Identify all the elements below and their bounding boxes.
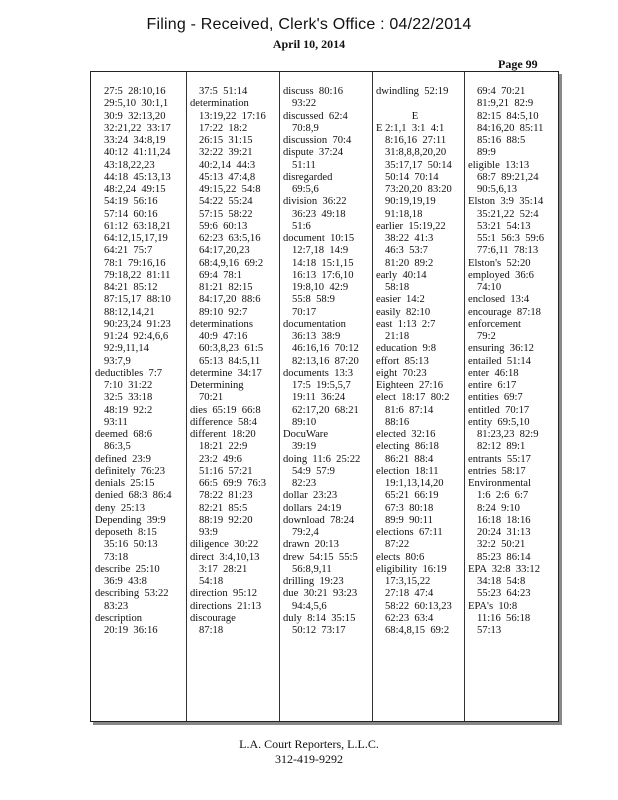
index-page-refs: 86:3,5 bbox=[104, 441, 131, 453]
index-term: drilling 19:23 bbox=[283, 576, 344, 587]
index-term: discourage bbox=[190, 612, 236, 624]
index-page-refs: 86:21 88:4 bbox=[385, 453, 434, 465]
index-page-refs: 32:21,22 33:17 bbox=[104, 122, 171, 134]
index-entries bbox=[95, 86, 184, 637]
index-page-refs: 14:18 15:1,15 bbox=[292, 257, 354, 269]
index-term: defined 23:9 bbox=[95, 453, 151, 465]
index-term: eligible 13:13 bbox=[468, 159, 530, 171]
index-page-refs: 36:13 38:9 bbox=[292, 331, 341, 342]
index-term: denials 25:15 bbox=[95, 478, 155, 489]
index-page-refs: 43:18,22,23 bbox=[104, 159, 155, 171]
index-page-refs: 60:3,8,23 61:5 bbox=[199, 343, 264, 355]
index-page-refs: 70:21 bbox=[199, 392, 224, 404]
index-page-refs: 55:23 64:23 bbox=[477, 588, 531, 600]
reporter-phone: 312-419-9292 bbox=[275, 752, 343, 766]
index-entries bbox=[283, 86, 370, 637]
index-page-refs: 82:15 84:5,10 bbox=[477, 110, 539, 122]
index-term: documents 13:3 bbox=[283, 367, 354, 379]
index-term: E 2:1,1 3:1 4:1 bbox=[376, 122, 445, 134]
index-page-refs: 1:6 2:6 6:7 bbox=[477, 490, 529, 502]
index-page-refs: 51:16 57:21 bbox=[199, 465, 253, 477]
index-term: DocuWare bbox=[283, 429, 329, 440]
index-page-refs: 21:18 bbox=[385, 331, 410, 342]
index-column-5 bbox=[464, 72, 558, 721]
index-term: electing 86:18 bbox=[376, 441, 439, 453]
index-page-refs: 20:24 31:13 bbox=[477, 527, 531, 538]
index-page-refs: 64:12,15,17,19 bbox=[104, 233, 168, 244]
index-term: elections 67:11 bbox=[376, 527, 443, 538]
index-page-refs: 38:22 41:3 bbox=[385, 233, 434, 244]
index-page-refs: 64:21 75:7 bbox=[104, 245, 153, 257]
index-term: enclosed 13:4 bbox=[468, 294, 530, 306]
index-term: entities 69:7 bbox=[468, 392, 523, 404]
index-term: dispute 37:24 bbox=[283, 147, 344, 159]
index-page-refs: 55:1 56:3 59:6 bbox=[477, 233, 545, 244]
index-page-refs: 82:12 89:1 bbox=[477, 441, 526, 453]
index-term: documentation bbox=[283, 318, 346, 330]
index-page-refs: 65:21 66:19 bbox=[385, 490, 439, 502]
index-page-refs: 93:22 bbox=[292, 98, 317, 110]
index-page-refs: 17:22 18:2 bbox=[199, 122, 248, 134]
index-page-refs: 83:23 bbox=[104, 600, 129, 612]
index-page-refs: 46:3 53:7 bbox=[385, 245, 428, 257]
index-page-refs: 87:22 bbox=[385, 539, 410, 551]
index-term: EPA 32:8 33:12 bbox=[468, 563, 541, 575]
index-term: early 40:14 bbox=[376, 269, 427, 281]
index-term: determination bbox=[190, 98, 249, 110]
index-box bbox=[90, 71, 559, 722]
index-page-refs: 64:17,20,23 bbox=[199, 245, 250, 257]
index-term: employed 36:6 bbox=[468, 269, 534, 281]
index-term: election 18:11 bbox=[376, 465, 439, 477]
index-page-refs: 68:4,8,15 69:2 bbox=[385, 625, 450, 636]
index-page-refs: 51:11 bbox=[292, 159, 316, 171]
index-page-refs: 32:22 39:21 bbox=[199, 147, 253, 159]
reporter-company: L.A. Court Reporters, L.L.C. bbox=[239, 737, 379, 751]
index-page-refs: 54:18 bbox=[199, 576, 224, 587]
index-page-refs: 65:13 84:5,11 bbox=[199, 355, 261, 367]
index-page-refs: 51:6 bbox=[292, 220, 311, 232]
index-term: describing 53:22 bbox=[95, 588, 169, 600]
index-term: difference 58:4 bbox=[190, 416, 257, 428]
index-page-refs: 81:9,21 82:9 bbox=[477, 98, 534, 110]
index-term: description bbox=[95, 612, 143, 624]
index-page-refs: 12:7,18 14:9 bbox=[292, 245, 349, 257]
index-page-refs: 88:19 92:20 bbox=[199, 514, 253, 526]
index-term: elected 32:16 bbox=[376, 429, 436, 440]
index-page-refs: 19:1,13,14,20 bbox=[385, 478, 444, 489]
index-term: Environmental bbox=[468, 478, 531, 489]
index-page-refs: 33:24 34:8,19 bbox=[104, 135, 166, 146]
index-page-refs: 68:7 89:21,24 bbox=[477, 171, 539, 183]
index-page-refs: 16:18 18:16 bbox=[477, 514, 531, 526]
index-page-refs: 46:16,16 70:12 bbox=[292, 343, 359, 355]
index-term: enter 46:18 bbox=[468, 367, 519, 379]
index-entries bbox=[190, 86, 277, 637]
index-term: Elston's 52:20 bbox=[468, 257, 531, 269]
index-term: elect 18:17 80:2 bbox=[376, 392, 450, 404]
index-page-refs: 85:16 88:5 bbox=[477, 135, 526, 146]
index-term: drew 54:15 55:5 bbox=[283, 551, 358, 563]
index-page-refs: 34:18 54:8 bbox=[477, 576, 526, 587]
index-term: discuss 80:16 bbox=[283, 86, 344, 97]
index-page-refs: 84:17,20 88:6 bbox=[199, 294, 261, 306]
index-page-refs: 26:15 31:15 bbox=[199, 135, 253, 146]
index-column-1 bbox=[91, 72, 186, 721]
index-term: easier 14:2 bbox=[376, 294, 425, 306]
index-page-refs: 35:17,17 50:14 bbox=[385, 159, 452, 171]
index-page-refs: 39:19 bbox=[292, 441, 317, 453]
index-page-refs: 79:18,22 81:11 bbox=[104, 269, 171, 281]
index-page-refs: 87:18 bbox=[199, 625, 224, 636]
index-term: entity 69:5,10 bbox=[468, 416, 530, 428]
index-page-refs: 94:4,5,6 bbox=[292, 600, 327, 612]
index-term: direction 95:12 bbox=[190, 588, 258, 600]
index-page-refs: 23:2 49:6 bbox=[199, 453, 242, 465]
index-page-refs: 70:8,9 bbox=[292, 122, 319, 134]
index-term: dollar 23:23 bbox=[283, 490, 338, 502]
index-page-refs: 68:4,9,16 69:2 bbox=[199, 257, 264, 269]
index-page-refs: 61:12 63:18,21 bbox=[104, 220, 171, 232]
index-page-refs: 7:10 31:22 bbox=[104, 380, 153, 391]
index-page-refs: 85:23 86:14 bbox=[477, 551, 531, 563]
index-term: diligence 30:22 bbox=[190, 539, 259, 551]
index-term: determinations bbox=[190, 318, 253, 330]
section-letter: E bbox=[411, 110, 419, 122]
index-term: deposeth 8:15 bbox=[95, 527, 157, 538]
index-term: dies 65:19 66:8 bbox=[190, 404, 261, 416]
index-term: Eighteen 27:16 bbox=[376, 380, 444, 391]
index-page-refs: 17:5 19:5,5,7 bbox=[292, 380, 351, 391]
index-page-refs: 54:22 55:24 bbox=[199, 196, 253, 208]
index-page-refs: 82:23 bbox=[292, 478, 317, 489]
index-page-refs: 54:19 56:16 bbox=[104, 196, 158, 208]
index-term: determine 34:17 bbox=[190, 367, 262, 379]
index-page-refs: 93:7,9 bbox=[104, 355, 131, 367]
index-page-refs: 8:24 9:10 bbox=[477, 502, 520, 514]
index-page-refs: 45:13 47:4,8 bbox=[199, 171, 256, 183]
index-page-refs: 48:19 92:2 bbox=[104, 404, 153, 416]
index-term: discussed 62:4 bbox=[283, 110, 348, 122]
index-term: eight 70:23 bbox=[376, 367, 427, 379]
index-page-refs: 57:15 58:22 bbox=[199, 208, 253, 220]
index-term: describe 25:10 bbox=[95, 563, 160, 575]
index-page-refs: 84:21 85:12 bbox=[104, 282, 158, 293]
index-term: due 30:21 93:23 bbox=[283, 588, 358, 600]
index-term: elects 80:6 bbox=[376, 551, 425, 563]
index-term: effort 85:13 bbox=[376, 355, 429, 367]
index-page-refs: 30:9 32:13,20 bbox=[104, 110, 166, 122]
index-page-refs: 90:23,24 91:23 bbox=[104, 318, 171, 330]
index-term: definitely 76:23 bbox=[95, 465, 166, 477]
index-page-refs: 82:13,16 87:20 bbox=[292, 355, 359, 367]
index-page-refs: 54:9 57:9 bbox=[292, 465, 335, 477]
index-column-3 bbox=[279, 72, 372, 721]
index-page-refs: 81:23,23 82:9 bbox=[477, 429, 539, 440]
index-page-refs: 19:8,10 42:9 bbox=[292, 282, 349, 293]
index-page-refs: 77:6,11 78:13 bbox=[477, 245, 539, 257]
index-page-refs: 20:19 36:16 bbox=[104, 625, 158, 636]
index-term: entire 6:17 bbox=[468, 380, 517, 391]
index-term: deemed 68:6 bbox=[95, 429, 153, 440]
index-term bbox=[376, 98, 462, 110]
index-term: entrants 55:17 bbox=[468, 453, 531, 465]
index-term: denied 68:3 86:4 bbox=[95, 490, 172, 502]
index-term: dollars 24:19 bbox=[283, 502, 342, 514]
index-entries bbox=[376, 86, 462, 637]
index-page-refs: 62:17,20 68:21 bbox=[292, 404, 359, 416]
index-page-refs: 93:9 bbox=[199, 527, 218, 538]
index-term: discussion 70:4 bbox=[283, 135, 352, 146]
index-page-refs: 78:22 81:23 bbox=[199, 490, 253, 502]
page-number: Page 99 bbox=[498, 57, 538, 71]
index-term: enforcement bbox=[468, 318, 521, 330]
index-page-refs: 36:23 49:18 bbox=[292, 208, 346, 220]
index-term: deductibles 7:7 bbox=[95, 367, 163, 379]
index-term: download 78:24 bbox=[283, 514, 355, 526]
index-page-refs: 53:21 54:13 bbox=[477, 220, 531, 232]
index-page-refs: 62:23 63:4 bbox=[385, 612, 434, 624]
index-column-2 bbox=[186, 72, 279, 721]
index-page-refs: 84:16,20 85:11 bbox=[477, 122, 544, 134]
index-page-refs: 40:9 47:16 bbox=[199, 331, 248, 342]
index-page-refs: 69:4 78:1 bbox=[199, 269, 242, 281]
index-term: deny 25:13 bbox=[95, 502, 146, 514]
index-page-refs: 91:24 92:4,6,6 bbox=[104, 331, 169, 342]
index-term: drawn 20:13 bbox=[283, 539, 339, 551]
index-page-refs: 73:18 bbox=[104, 551, 129, 563]
index-page-refs: 90:19,19,19 bbox=[385, 196, 436, 208]
index-term: eligibility 16:19 bbox=[376, 563, 447, 575]
index-page-refs: 50:12 73:17 bbox=[292, 625, 346, 636]
index-page-refs: 49:15,22 54:8 bbox=[199, 184, 261, 195]
index-page-refs: 48:2,24 49:15 bbox=[104, 184, 166, 195]
index-page-refs: 16:13 17:6,10 bbox=[292, 269, 354, 281]
index-term: easily 82:10 bbox=[376, 306, 431, 318]
index-page-refs: 79:2,4 bbox=[292, 527, 319, 538]
index-page-refs: 70:17 bbox=[292, 306, 317, 318]
index-term: entailed 51:14 bbox=[468, 355, 531, 367]
index-page-refs: 18:21 22:9 bbox=[199, 441, 248, 453]
index-page-refs: 74:10 bbox=[477, 282, 502, 293]
index-term: direct 3:4,10,13 bbox=[190, 551, 260, 563]
index-page-refs: 57:13 bbox=[477, 625, 502, 636]
index-page-refs: 79:2 bbox=[477, 331, 496, 342]
index-page-refs: 89:9 90:11 bbox=[385, 514, 433, 526]
index-page-refs: 40:12 41:11,24 bbox=[104, 147, 171, 159]
index-page-refs: 67:3 80:18 bbox=[385, 502, 434, 514]
index-page-refs: 59:6 60:13 bbox=[199, 220, 248, 232]
index-page-refs: 58:18 bbox=[385, 282, 410, 293]
index-page-refs: 69:4 70:21 bbox=[477, 86, 526, 97]
index-page-refs: 90:5,6,13 bbox=[477, 184, 518, 195]
index-page-refs: 31:8,8,8,20,20 bbox=[385, 147, 447, 159]
index-page-refs: 56:8,9,11 bbox=[292, 563, 332, 575]
filing-stamp: Filing - Received, Clerk's Office : 04/22/2014 bbox=[146, 16, 472, 33]
index-page-refs: 88:12,14,21 bbox=[104, 306, 155, 318]
index-term: disregarded bbox=[283, 171, 333, 183]
index-page-refs: 29:5,10 30:1,1 bbox=[104, 98, 169, 110]
index-page-refs: 81:6 87:14 bbox=[385, 404, 434, 416]
index-page-refs: 8:16,16 27:11 bbox=[385, 135, 447, 146]
index-term: division 36:22 bbox=[283, 196, 347, 208]
index-term: Determining bbox=[190, 380, 244, 391]
index-page-refs: 87:15,17 88:10 bbox=[104, 294, 171, 306]
index-term: Elston 3:9 35:14 bbox=[468, 196, 544, 208]
index-page-refs: 69:5,6 bbox=[292, 184, 319, 195]
index-page-refs: 11:16 56:18 bbox=[477, 612, 531, 624]
index-term: EPA's 10:8 bbox=[468, 600, 518, 612]
index-page-refs: 27:5 28:10,16 bbox=[104, 86, 166, 97]
index-page-refs: 89:9 bbox=[477, 147, 496, 159]
index-page-refs: 50:14 70:14 bbox=[385, 171, 439, 183]
index-page-refs: 27:18 47:4 bbox=[385, 588, 434, 600]
index-page-refs: 44:18 45:13,13 bbox=[104, 171, 171, 183]
index-term: education 9:8 bbox=[376, 343, 437, 355]
index-page-refs: 66:5 69:9 76:3 bbox=[199, 478, 267, 489]
index-page-refs: 32:2 50:21 bbox=[477, 539, 526, 551]
index-page-refs: 13:19,22 17:16 bbox=[199, 110, 266, 122]
index-page-refs: 88:16 bbox=[385, 416, 410, 428]
index-page-refs: 93:11 bbox=[104, 416, 128, 428]
index-page-refs: 37:5 51:14 bbox=[199, 86, 248, 97]
index-term: duly 8:14 35:15 bbox=[283, 612, 356, 624]
index-page-refs: 55:8 58:9 bbox=[292, 294, 335, 306]
index-page-refs: 36:9 43:8 bbox=[104, 576, 147, 587]
index-page-refs: 81:21 82:15 bbox=[199, 282, 253, 293]
index-page-refs: 40:2,14 44:3 bbox=[199, 159, 256, 171]
index-page-refs: 91:18,18 bbox=[385, 208, 423, 220]
index-page-refs: 32:5 33:18 bbox=[104, 392, 153, 404]
index-term: Depending 39:9 bbox=[95, 514, 166, 526]
index-page-refs: 19:11 36:24 bbox=[292, 392, 346, 404]
index-page-refs: 92:9,11,14 bbox=[104, 343, 149, 355]
index-term: dwindling 52:19 bbox=[376, 86, 449, 97]
index-term: different 18:20 bbox=[190, 429, 256, 440]
index-term: directions 21:13 bbox=[190, 600, 262, 612]
index-page-refs: 78:1 79:16,16 bbox=[104, 257, 166, 269]
index-term: entitled 70:17 bbox=[468, 404, 530, 416]
index-page-refs: 58:22 60:13,23 bbox=[385, 600, 452, 612]
index-term: document 10:15 bbox=[283, 233, 355, 244]
index-term: east 1:13 2:7 bbox=[376, 318, 436, 330]
index-term: earlier 15:19,22 bbox=[376, 220, 446, 232]
index-term: ensuring 36:12 bbox=[468, 343, 534, 355]
index-column-4 bbox=[372, 72, 464, 721]
transcript-date: April 10, 2014 bbox=[272, 37, 346, 51]
index-term: doing 11:6 25:22 bbox=[283, 453, 361, 465]
index-page-refs: 62:23 63:5,16 bbox=[199, 233, 261, 244]
index-entries bbox=[468, 86, 556, 637]
index-term: entries 58:17 bbox=[468, 465, 526, 477]
index-page-refs: 17:3,15,22 bbox=[385, 576, 431, 587]
index-page-refs: 3:17 28:21 bbox=[199, 563, 248, 575]
index-page-refs: 82:21 85:5 bbox=[199, 502, 248, 514]
index-page-refs: 35:21,22 52:4 bbox=[477, 208, 539, 220]
index-page-refs: 89:10 bbox=[292, 416, 317, 428]
index-page-refs: 73:20,20 83:20 bbox=[385, 184, 452, 195]
index-page-refs: 89:10 92:7 bbox=[199, 306, 248, 318]
index-term: encourage 87:18 bbox=[468, 306, 541, 318]
index-page-refs: 35:16 50:13 bbox=[104, 539, 158, 551]
index-page-refs: 81:20 89:2 bbox=[385, 257, 434, 269]
index-page-refs: 57:14 60:16 bbox=[104, 208, 158, 220]
